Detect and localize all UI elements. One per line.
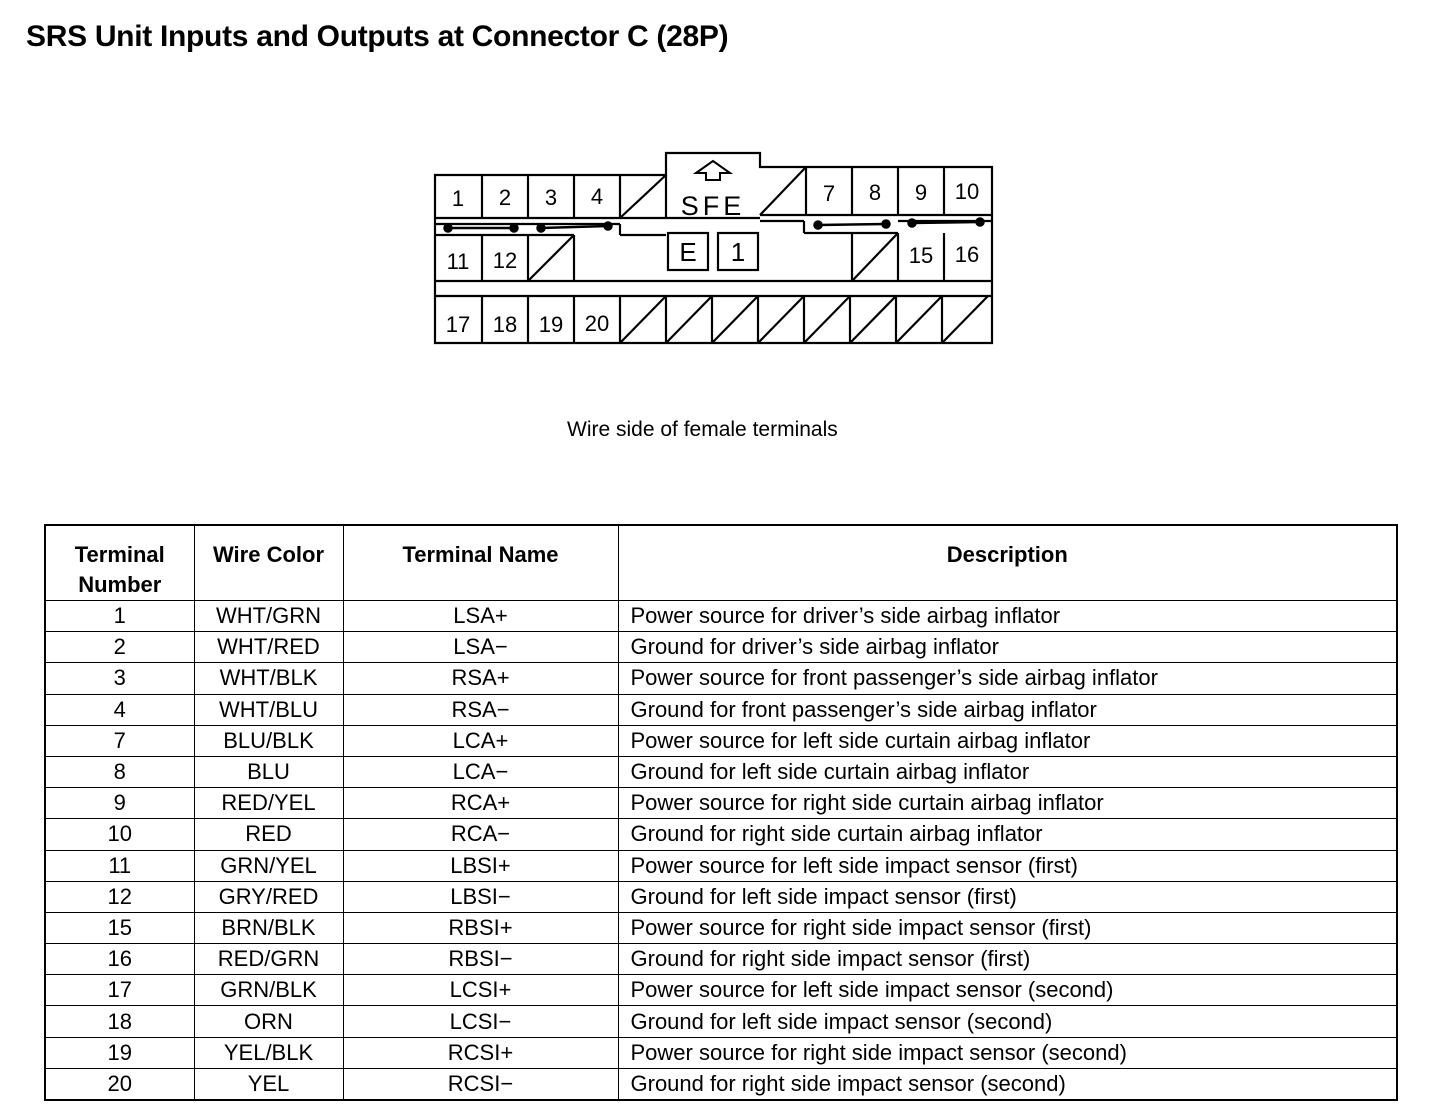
wire-color-cell: YEL/BLK <box>194 1037 343 1068</box>
description-cell: Power source for driver’s side airbag inflator <box>618 601 1397 632</box>
description-cell: Power source for left side impact sensor (first) <box>618 850 1397 881</box>
connector-caption: Wire side of female terminals <box>567 418 838 441</box>
pin-label: 8 <box>868 180 882 205</box>
terminal-number-cell: 19 <box>45 1037 194 1068</box>
table-row <box>45 756 1397 787</box>
terminal-name-cell: RBSI+ <box>343 912 618 943</box>
description-cell: Power source for right side impact sensor (second) <box>618 1037 1397 1068</box>
table-row <box>45 663 1397 694</box>
wire-color-cell: RED <box>194 819 343 850</box>
wire-color-cell: WHT/GRN <box>194 601 343 632</box>
connector-diagram <box>420 145 1010 365</box>
table-row <box>45 632 1397 663</box>
terminal-number-cell: 11 <box>45 850 194 881</box>
cell-1-label: 1 <box>730 237 746 267</box>
pin-label: 1 <box>451 186 465 211</box>
wire-color-cell: GRN/YEL <box>194 850 343 881</box>
terminal-name-cell: LCA− <box>343 756 618 787</box>
wire-color-cell: RED/GRN <box>194 944 343 975</box>
table-row <box>45 944 1397 975</box>
table-row <box>45 975 1397 1006</box>
key-label: SFE <box>680 191 746 221</box>
header-wire-color: Wire Color <box>194 525 343 601</box>
pin-label: 15 <box>908 243 934 268</box>
terminal-number-cell: 8 <box>45 756 194 787</box>
description-cell: Ground for driver’s side airbag inflator <box>618 632 1397 663</box>
wire-color-cell: BLU/BLK <box>194 725 343 756</box>
up-arrow-icon <box>696 161 730 180</box>
table-body <box>45 601 1397 1101</box>
cell-e-label: E <box>679 237 697 267</box>
pin-label: 11 <box>446 249 470 274</box>
table-row <box>45 725 1397 756</box>
terminal-number-cell: 16 <box>45 944 194 975</box>
header-terminal-name: Terminal Name <box>343 525 618 601</box>
wire-color-cell: ORN <box>194 1006 343 1037</box>
terminal-number-cell: 1 <box>45 601 194 632</box>
description-cell: Ground for front passenger’s side airbag inflator <box>618 694 1397 725</box>
pin-label: 2 <box>498 185 512 210</box>
terminal-name-cell: LCSI+ <box>343 975 618 1006</box>
table-row <box>45 1068 1397 1100</box>
description-cell: Ground for left side impact sensor (first) <box>618 881 1397 912</box>
terminal-number-cell: 10 <box>45 819 194 850</box>
table-row <box>45 850 1397 881</box>
wire-color-cell: WHT/BLK <box>194 663 343 694</box>
description-cell: Power source for right side curtain airbag inflator <box>618 788 1397 819</box>
terminal-number-cell: 9 <box>45 788 194 819</box>
terminal-name-cell: LCSI− <box>343 1006 618 1037</box>
wire-color-cell: RED/YEL <box>194 788 343 819</box>
pin-label: 12 <box>492 248 518 273</box>
description-cell: Ground for left side impact sensor (second) <box>618 1006 1397 1037</box>
terminal-name-cell: LSA+ <box>343 601 618 632</box>
pin-label: 7 <box>822 181 836 206</box>
wire-color-cell: YEL <box>194 1068 343 1100</box>
pin-label: 19 <box>538 312 564 337</box>
terminal-name-cell: LBSI+ <box>343 850 618 881</box>
wire-color-cell: WHT/RED <box>194 632 343 663</box>
terminal-number-cell: 7 <box>45 725 194 756</box>
page-title: SRS Unit Inputs and Outputs at Connector C (28P) <box>26 20 729 53</box>
terminal-name-cell: RSA+ <box>343 663 618 694</box>
table-row <box>45 601 1397 632</box>
table-row <box>45 881 1397 912</box>
table-row <box>45 694 1397 725</box>
terminal-name-cell: RSA− <box>343 694 618 725</box>
description-cell: Ground for right side impact sensor (first) <box>618 944 1397 975</box>
terminal-name-cell: RCSI− <box>343 1068 618 1100</box>
description-cell: Ground for right side impact sensor (second) <box>618 1068 1397 1100</box>
table-row <box>45 1006 1397 1037</box>
wire-color-cell: GRN/BLK <box>194 975 343 1006</box>
pin-label: 17 <box>445 312 471 337</box>
terminal-number-cell: 12 <box>45 881 194 912</box>
header-terminal-number: Terminal Number <box>45 525 194 601</box>
description-cell: Ground for left side curtain airbag inflator <box>618 756 1397 787</box>
terminal-name-cell: LSA− <box>343 632 618 663</box>
pin-label: 10 <box>954 179 980 204</box>
table-header-row <box>45 525 1397 601</box>
description-cell: Power source for left side curtain airbag inflator <box>618 725 1397 756</box>
description-cell: Power source for right side impact sensor (first) <box>618 912 1397 943</box>
terminal-table <box>44 524 1398 1101</box>
pin-label: 3 <box>544 185 558 210</box>
wire-color-cell: BLU <box>194 756 343 787</box>
terminal-name-cell: RBSI− <box>343 944 618 975</box>
pin-label: 9 <box>914 180 928 205</box>
terminal-name-cell: RCSI+ <box>343 1037 618 1068</box>
terminal-number-cell: 4 <box>45 694 194 725</box>
description-cell: Power source for front passenger’s side airbag inflator <box>618 663 1397 694</box>
pin-label: 4 <box>590 184 604 209</box>
terminal-number-cell: 17 <box>45 975 194 1006</box>
wire-color-cell: WHT/BLU <box>194 694 343 725</box>
wire-color-cell: BRN/BLK <box>194 912 343 943</box>
description-cell: Ground for right side curtain airbag inflator <box>618 819 1397 850</box>
pin-label: 16 <box>954 242 980 267</box>
terminal-number-cell: 2 <box>45 632 194 663</box>
terminal-number-cell: 15 <box>45 912 194 943</box>
terminal-name-cell: LCA+ <box>343 725 618 756</box>
terminal-name-cell: RCA− <box>343 819 618 850</box>
table-row <box>45 1037 1397 1068</box>
pin-label: 20 <box>584 311 610 336</box>
terminal-name-cell: LBSI− <box>343 881 618 912</box>
table-row <box>45 788 1397 819</box>
wire-color-cell: GRY/RED <box>194 881 343 912</box>
table-row <box>45 819 1397 850</box>
terminal-number-cell: 20 <box>45 1068 194 1100</box>
terminal-number-cell: 3 <box>45 663 194 694</box>
terminal-name-cell: RCA+ <box>343 788 618 819</box>
description-cell: Power source for left side impact sensor (second) <box>618 975 1397 1006</box>
header-description: Description <box>618 525 1397 601</box>
pin-label: 18 <box>492 312 518 337</box>
terminal-number-cell: 18 <box>45 1006 194 1037</box>
table-row <box>45 912 1397 943</box>
